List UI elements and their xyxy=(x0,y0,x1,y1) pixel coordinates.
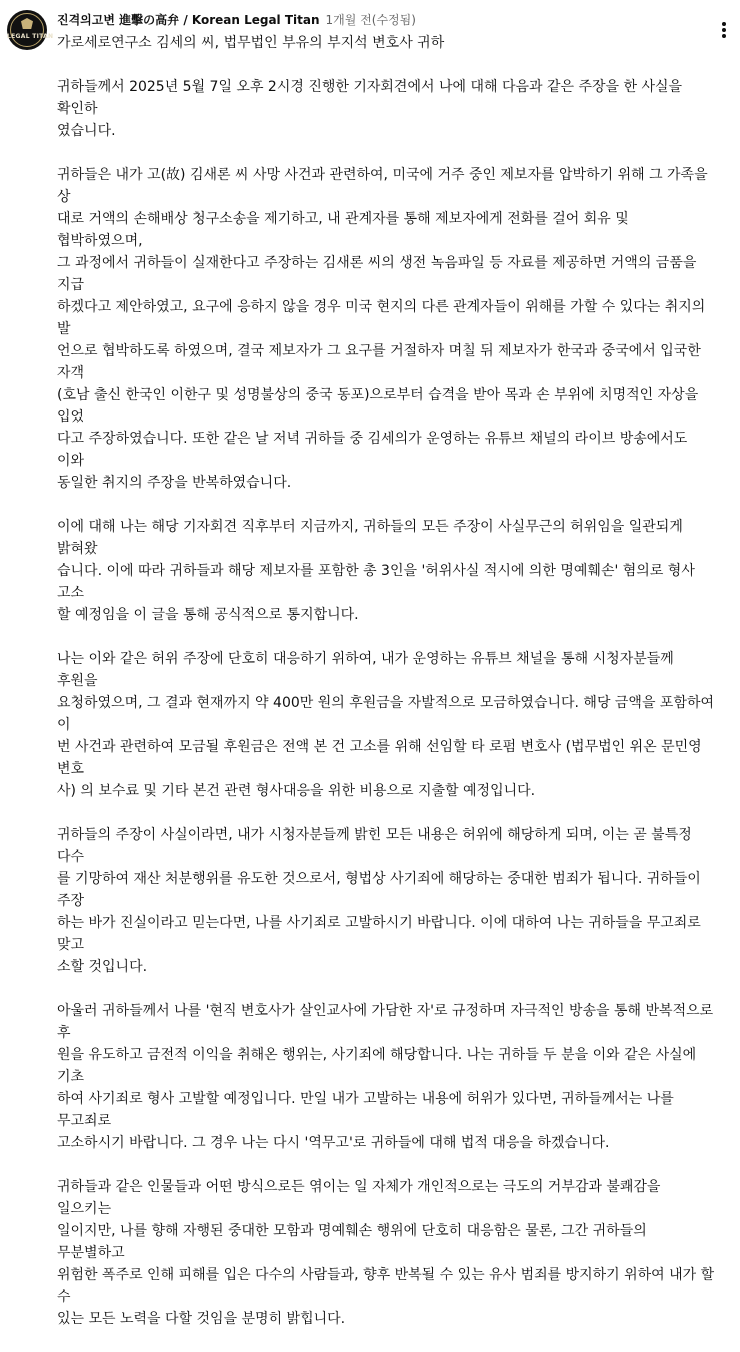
menu-dot xyxy=(722,34,726,38)
comment-author[interactable]: 진격의고변 進擊の高弁 / Korean Legal Titan xyxy=(57,13,320,27)
comment-paragraph-heading: 가로세로연구소 김세의 씨, 법무법인 부유의 부지석 변호사 귀하 xyxy=(57,35,445,51)
comment-paragraph: 아울러 귀하들께서 나를 '현직 변호사가 살인교사에 가담한 자'로 규정하며 자극적인 방송을 통해 반복적으로 후 원을 유도하고 금전적 이익을 취해온 행위는, 사기죄에 해당합니다. 나는 귀하들 두 분을 이와 같은 사실에 기초 하여 사기죄로 형사 고발할 예정입니다. 만일 내가 고발하는 내용에 허위가 있다면, 귀하들께서는 나를 무고죄로 고소하시기 바랍니다. 그 경우 나는 다시 '역무고'로 귀하들에 대해 법적 대응을 하겠습니다. xyxy=(57,1003,714,1151)
menu-dot xyxy=(722,22,726,26)
comment-paragraph: 귀하들은 내가 고(故) 김새론 씨 사망 사건과 관련하여, 미국에 거주 중인 제보자를 압박하기 위해 그 가족을 상 대로 거액의 손해배상 청구소송을 제기하고, 내 관계자를 통해 제보자에게 전화를 걸어 회유 및 협박하였으며, 그 과정에서 귀하들이 실재한다고 주장하는 김새론 씨의 생전 녹음파일 등 자료를 제공하면 거액의 금품을 지급 하겠다고 제안하였고, 요구에 응하지 않을 경우 미국 현지의 다른 관계자들이 위해를 가할 수 있다는 취지의 발 언으로 협박하도록 하였으며, 결국 제보자가 그 요구를 거절하자 며칠 뒤 제보자가 한국과 중국에서 입국한 자객 (호남 출신 한국인 이한구 및 성명불상의 중국 동포)으로부터 습격을 받아 목과 손 부위에 치명적인 자상을 입었 다고 주장하였습니다. 또한 같은 날 저녁 귀하들 중 김세의가 운영하는 유튜브 채널의 라이브 방송에서도 이와 동일한 취지의 주장을 반복하였습니다. xyxy=(57,167,708,491)
comment-body xyxy=(57,32,717,1352)
avatar-logo-text: LEGAL TITAN xyxy=(7,33,54,40)
menu-dot xyxy=(722,28,726,32)
channel-avatar[interactable] xyxy=(7,10,54,50)
comment-paragraph: 나는 이와 같은 허위 주장에 단호히 대응하기 위하여, 내가 운영하는 유튜브 채널을 통해 시청자분들께 후원을 요청하였으며, 그 결과 현재까지 약 400만 원의 후원금을 자발적으로 모금하였습니다. 해당 금액을 포함하여 이 번 사건과 관련하여 모금될 후원금은 전액 본 건 고소를 위해 선임할 타 로펌 변호사 (법무법인 위온 문민영 변호 사) 의 보수료 및 기타 본건 관련 형사대응을 위한 비용으로 지출할 예정입니다. xyxy=(57,651,715,799)
comment-paragraph: 귀하들과 같은 인물들과 어떤 방식으로든 엮이는 일 자체가 개인적으로는 극도의 거부감과 불쾌감을 일으키는 일이지만, 나를 향해 자행된 중대한 모함과 명예훼손 행위에 단호히 대응함은 물론, 그간 귀하들의 무분별하고 위험한 폭주로 인해 피해를 입은 다수의 사람들과, 향후 반복될 수 있는 유사 범죄를 방지하기 위하여 내가 할 수 있는 모든 노력을 다할 것임을 분명히 밝힙니다. xyxy=(57,1179,715,1327)
comment-paragraph: 귀하들께서 2025년 5월 7일 오후 2시경 진행한 기자회견에서 나에 대해 다음과 같은 주장을 한 사실을 확인하 였습니다. xyxy=(57,79,683,139)
comment-paragraph: 귀하들의 주장이 사실이라면, 내가 시청자분들께 밝힌 모든 내용은 허위에 해당하게 되며, 이는 곧 불특정 다수 를 기망하여 재산 처분행위를 유도한 것으로서, 형법상 사기죄에 해당하는 중대한 범죄가 됩니다. 귀하들이 주장 하는 바가 진실이라고 믿는다면, 나를 사기죄로 고발하시기 바랍니다. 이에 대하여 나는 귀하들을 무고죄로 맞고 소할 것입니다. xyxy=(57,827,701,975)
comment-timestamp[interactable]: 1개월 전(수정됨) xyxy=(325,13,416,27)
comment-header xyxy=(57,11,416,27)
comment-paragraph: 이에 대해 나는 해당 기자회견 직후부터 지금까지, 귀하들의 모든 주장이 사실무근의 허위임을 일관되게 밝혀왔 습니다. 이에 따라 귀하들과 해당 제보자를 포함한 총 3인을 '허위사실 적시에 의한 명예훼손' 혐의로 형사 고소 할 예정임을 이 글을 통해 공식적으로 통지합니다. xyxy=(57,519,695,623)
more-vertical-icon[interactable] xyxy=(714,20,734,40)
